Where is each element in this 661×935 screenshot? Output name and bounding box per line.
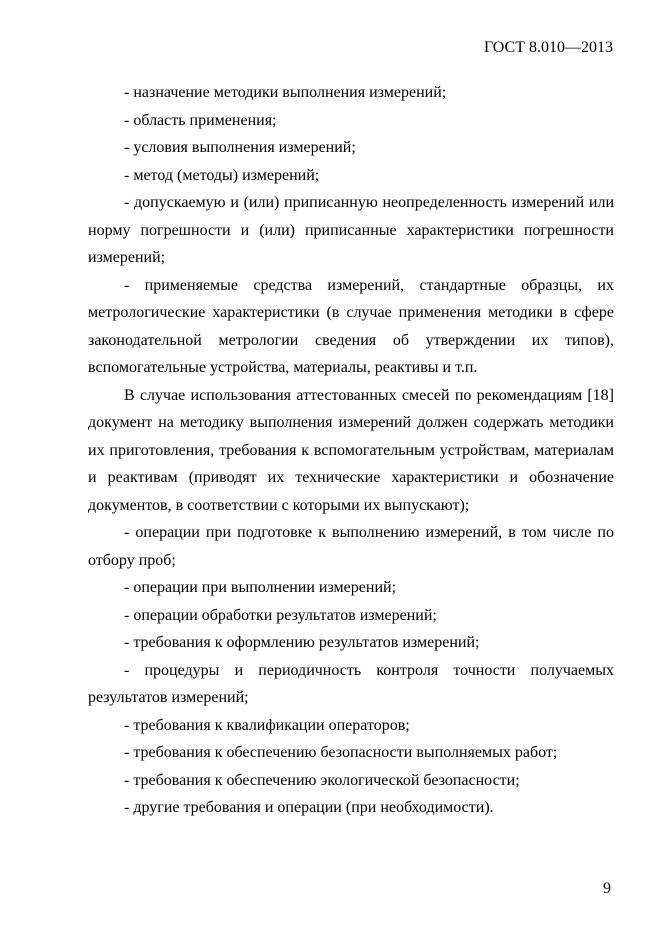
list-item-uncertainty: - допускаемую и (или) приписанную неопределенность измерений или норму погрешности и (или) приписанные характеристики погрешности измерений; [88, 194, 614, 266]
list-item-formatting: - требования к оформлению результатов измерений; [124, 634, 480, 651]
list-item-operator-qualification: - требования к квалификации операторов; [124, 716, 410, 734]
paragraph-certified-mixtures: В случае использования аттестованных смесей по рекомендациям [18] документ на методику выполнения измерений должен содержать методики их приготовления, требования к вспомогательным устройствам, материалам и реактивам (приводят их технические характеристики и обозначение документов, в соответствии с которыми их выпускают); [88, 386, 614, 514]
list-item-work-safety: - требования к обеспечению безопасности выполняемых работ; [124, 744, 558, 761]
list-item-accuracy-control: - процедуры и периодичность контроля точности получаемых результатов измерений; [88, 661, 614, 706]
list-item-conditions: - условия выполнения измерений; [124, 139, 356, 156]
list-item-purpose: - назначение методики выполнения измерений; [124, 84, 447, 101]
list-item-methods: - метод (методы) измерений; [124, 166, 320, 184]
list-item-execution: - операции при выполнении измерений; [124, 579, 397, 596]
document-code-header: ГОСТ 8.010—2013 [483, 39, 613, 56]
list-item-scope: - область применения; [124, 111, 277, 129]
list-item-instruments: - применяемые средства измерений, стандартные образцы, их метрологические характеристики (в случае применения методики в сфере законодательной метрологии сведения об утверждении их типов), вспомогательные устройства, материалы, реактивы и т.п. [88, 276, 614, 376]
document-body [88, 79, 614, 822]
list-item-environmental-safety: - требования к обеспечению экологической безопасности; [124, 771, 520, 789]
list-item-processing: - операции обработки результатов измерений; [124, 606, 437, 624]
page-number: 9 [603, 880, 611, 897]
list-item-other-requirements: - другие требования и операции (при необходимости). [124, 799, 494, 816]
list-item-preparation: - операции при подготовке к выполнению измерений, в том числе по отбору проб; [88, 524, 614, 569]
